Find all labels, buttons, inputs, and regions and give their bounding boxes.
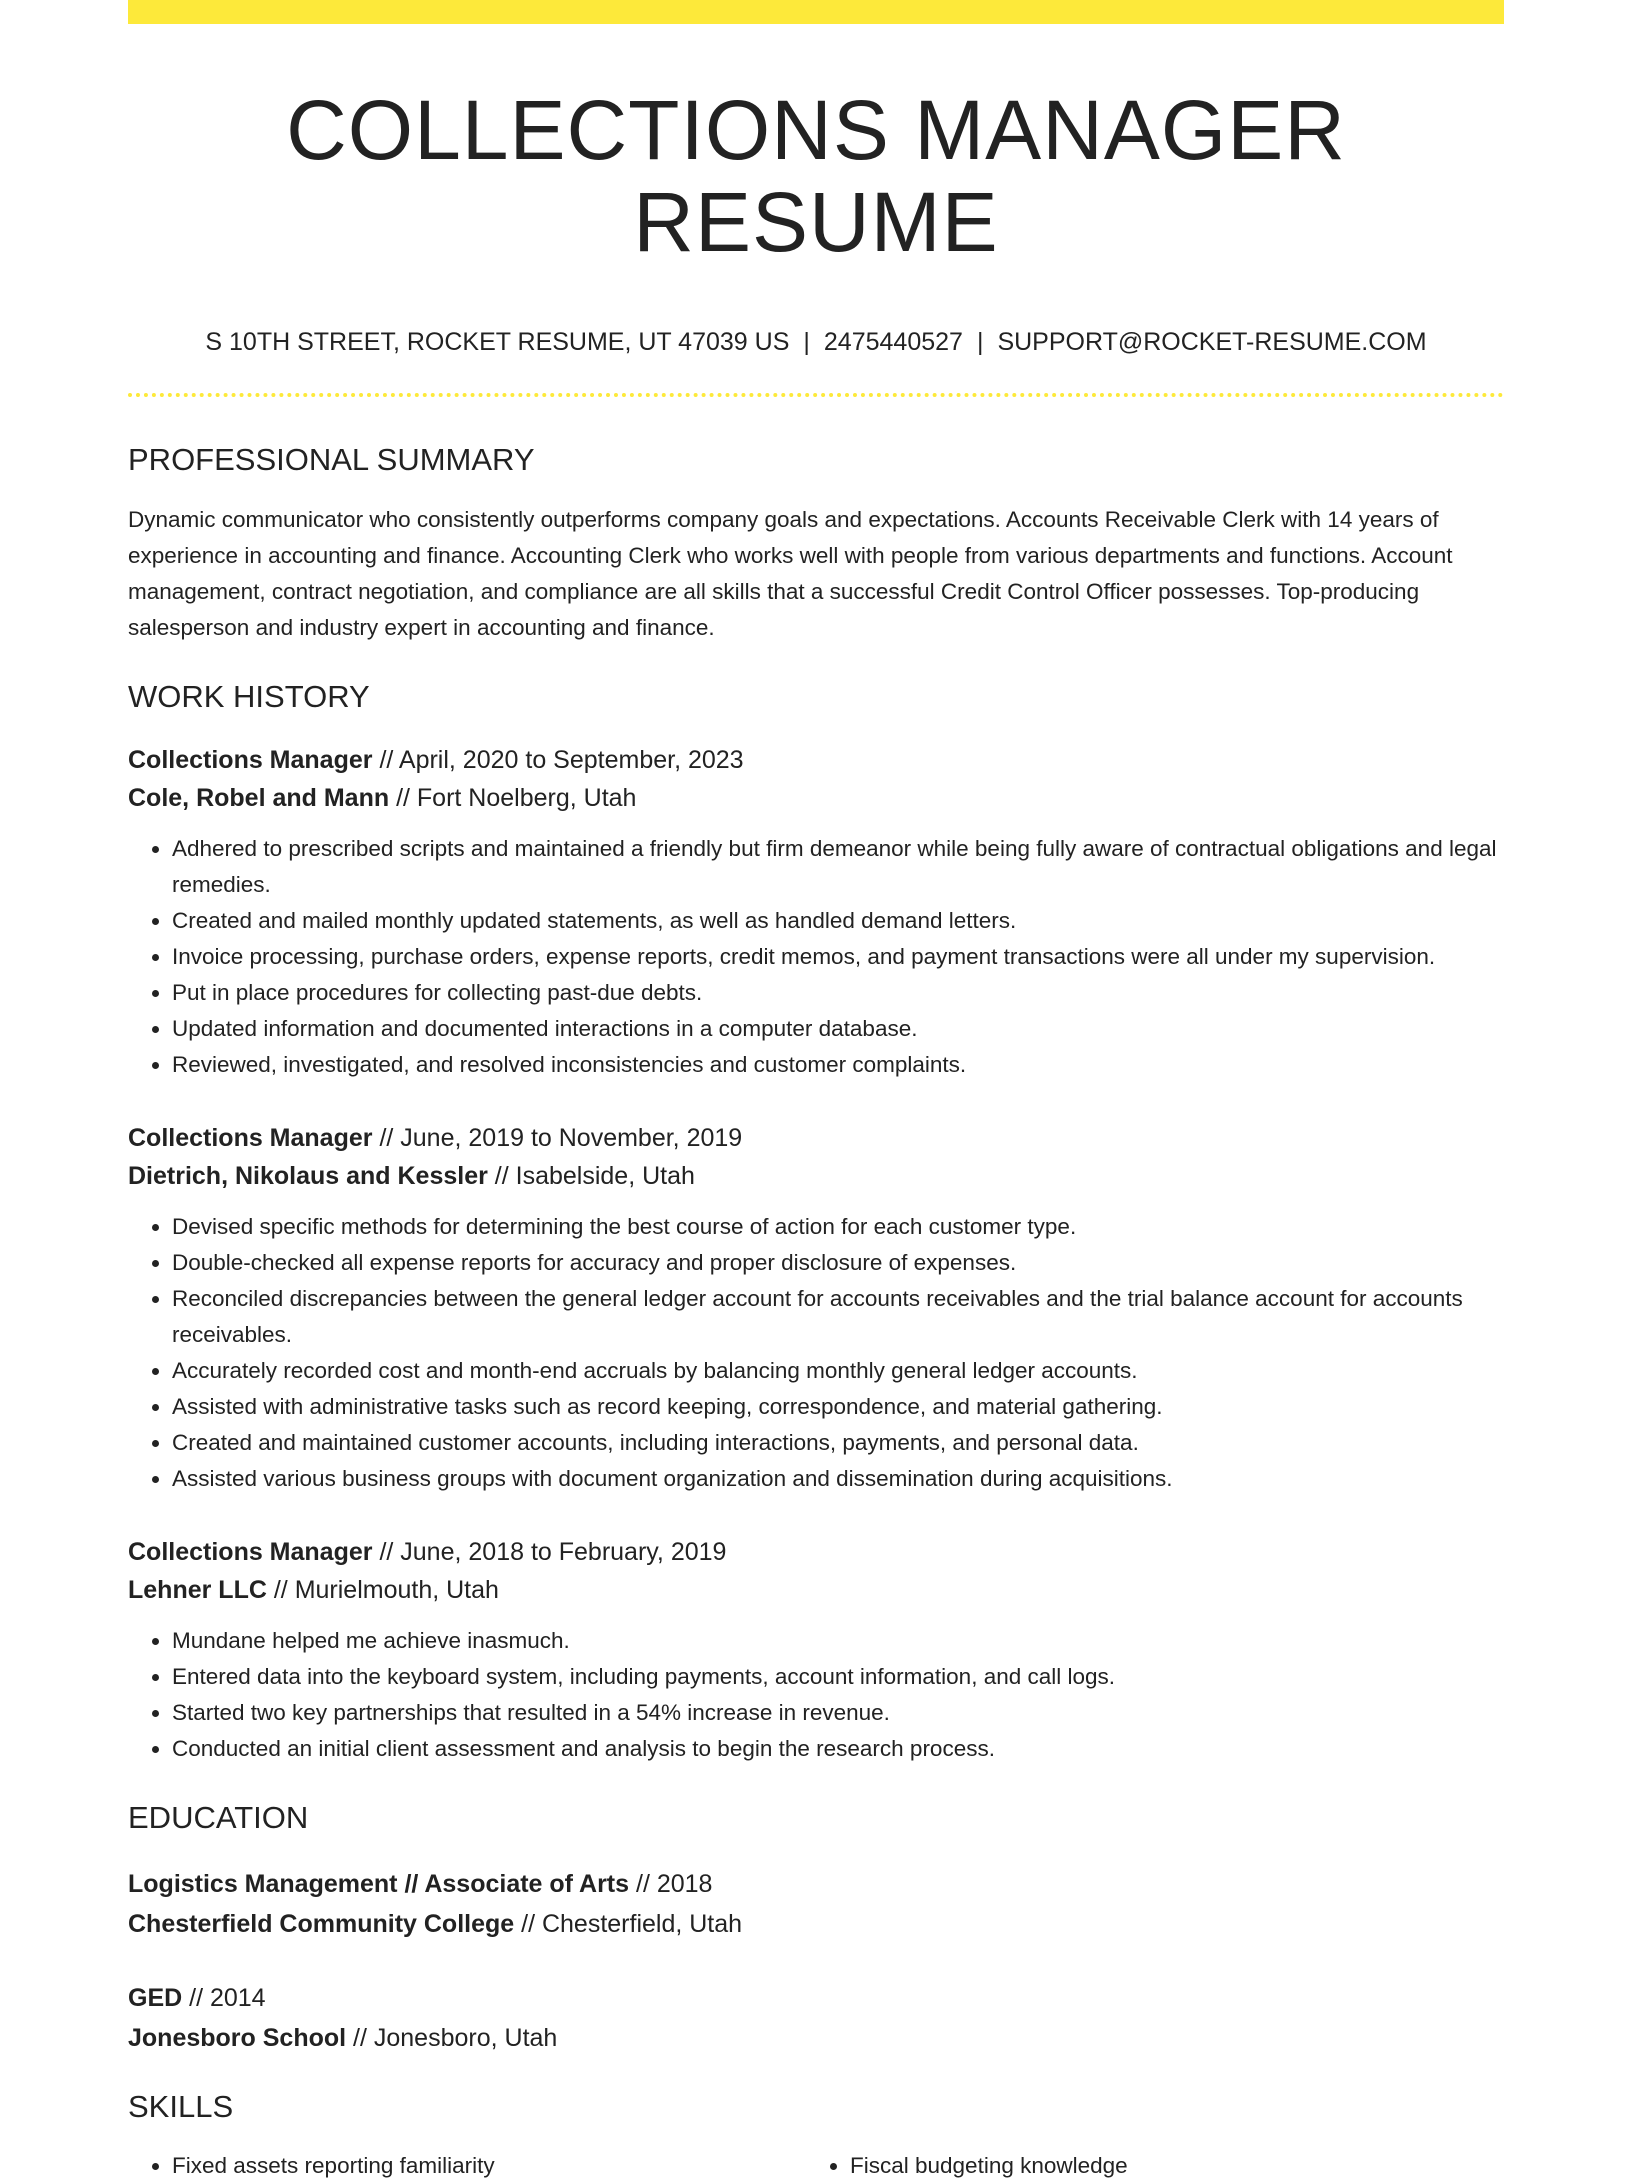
list-item: • Put in place procedures for collecting past-due debts. — [172, 975, 1504, 1011]
job-company: Lehner LLC — [128, 1576, 267, 1605]
job-company: Dietrich, Nikolaus and Kessler — [128, 1162, 488, 1191]
education-school: Jonesboro School — [128, 2024, 347, 2053]
skill-item: • Fixed assets reporting familiarity — [172, 2148, 806, 2184]
job-company-line — [128, 779, 1504, 817]
job-title: Collections Manager — [128, 1124, 373, 1153]
education-degree: GED — [128, 1984, 183, 2013]
job-title-line — [128, 741, 1504, 779]
education-degree-line — [128, 1864, 1504, 1904]
accent-top-bar — [128, 0, 1504, 24]
list-item: • Conducted an initial client assessment and analysis to begin the research process. — [172, 1731, 1504, 1767]
education-year: // 2014 — [182, 1984, 266, 2013]
list-item: • Reconciled discrepancies between the general ledger account for accounts receivables and the trial balance account for accounts receivables. — [172, 1281, 1504, 1353]
education-location: // Chesterfield, Utah — [514, 1910, 743, 1939]
job-company-line — [128, 1157, 1504, 1195]
page-title: COLLECTIONS MANAGER RESUME — [286, 83, 1346, 270]
list-item: • Mundane helped me achieve inasmuch. — [172, 1623, 1504, 1659]
contact-email: SUPPORT@ROCKET-RESUME.COM — [997, 327, 1427, 356]
list-item: • Accurately recorded cost and month-end accruals by balancing monthly general ledger accounts. — [172, 1353, 1504, 1389]
job-dates: // April, 2020 to September, 2023 — [372, 746, 744, 775]
job-bullets — [128, 1623, 1504, 1767]
job-bullets — [128, 1209, 1504, 1497]
list-item: • Started two key partnerships that resulted in a 54% increase in revenue. — [172, 1695, 1504, 1731]
contact-address: S 10TH STREET, ROCKET RESUME, UT 47039 US — [205, 327, 790, 356]
education-entry — [128, 1978, 1504, 2058]
education-entry — [128, 1864, 1504, 1944]
list-item: • Created and maintained customer accounts, including interactions, payments, and personal data. — [172, 1425, 1504, 1461]
skills-column-left — [128, 2148, 806, 2184]
list-item: • Adhered to prescribed scripts and maintained a friendly but firm demeanor while being fully aware of contractual obligations and legal remedies. — [172, 831, 1504, 903]
contact-line — [128, 327, 1504, 357]
list-item: • Updated information and documented interactions in a computer database. — [172, 1011, 1504, 1047]
contact-phone: 2475440527 — [823, 327, 963, 356]
summary-text: Dynamic communicator who consistently outperforms company goals and expectations. Accounts Receivable Clerk with 14 years of experience in accounting and finance. Accounting Clerk who works well with people from various departments and functions. Account management, contract negotiation, and compliance are all skills that a successful Credit Control Officer possesses. Top-producing salesperson and industry expert in accounting and finance. — [128, 506, 1453, 640]
list-item: • Double-checked all expense reports for accuracy and proper disclosure of expenses. — [172, 1245, 1504, 1281]
job-location: // Isabelside, Utah — [487, 1162, 695, 1191]
job-location: // Murielmouth, Utah — [266, 1576, 499, 1605]
skill-item: • Fiscal budgeting knowledge — [850, 2148, 1484, 2184]
education-degree: Logistics Management // Associate of Arts — [128, 1870, 630, 1899]
contact-separator: | — [976, 327, 984, 356]
skills-heading: SKILLS — [128, 2089, 234, 2125]
job-bullets — [128, 831, 1504, 1083]
job-company: Cole, Robel and Mann — [128, 784, 390, 813]
job-entry — [128, 1533, 1504, 1767]
job-dates: // June, 2018 to February, 2019 — [372, 1538, 727, 1567]
list-item: • Invoice processing, purchase orders, expense reports, credit memos, and payment transactions were all under my supervision. — [172, 939, 1504, 975]
dotted-divider — [128, 393, 1504, 397]
job-title: Collections Manager — [128, 1538, 373, 1567]
education-year: // 2018 — [629, 1870, 713, 1899]
job-dates: // June, 2019 to November, 2019 — [372, 1124, 743, 1153]
job-entry — [128, 1119, 1504, 1497]
list-item: • Created and mailed monthly updated statements, as well as handled demand letters. — [172, 903, 1504, 939]
education-degree-line — [128, 1978, 1504, 2018]
job-company-line — [128, 1571, 1504, 1609]
list-item: • Entered data into the keyboard system, including payments, account information, and call logs. — [172, 1659, 1504, 1695]
resume-page — [128, 0, 1504, 2184]
job-title: Collections Manager — [128, 746, 373, 775]
job-title-line — [128, 1119, 1504, 1157]
skills-grid — [128, 2148, 1504, 2184]
job-location: // Fort Noelberg, Utah — [389, 784, 637, 813]
education-school: Chesterfield Community College — [128, 1910, 515, 1939]
list-item: • Assisted with administrative tasks such as record keeping, correspondence, and material gathering. — [172, 1389, 1504, 1425]
list-item: • Assisted various business groups with document organization and dissemination during acquisitions. — [172, 1461, 1504, 1497]
list-item: • Devised specific methods for determining the best course of action for each customer type. — [172, 1209, 1504, 1245]
skills-column-right — [806, 2148, 1484, 2184]
education-heading: EDUCATION — [128, 1800, 309, 1836]
list-item: • Reviewed, investigated, and resolved inconsistencies and customer complaints. — [172, 1047, 1504, 1083]
work-history-heading: WORK HISTORY — [128, 678, 370, 714]
summary-heading: PROFESSIONAL SUMMARY — [128, 441, 535, 477]
contact-separator: | — [803, 327, 810, 356]
job-entry — [128, 741, 1504, 1083]
education-school-line — [128, 1904, 1504, 1944]
education-school-line — [128, 2018, 1504, 2058]
job-title-line — [128, 1533, 1504, 1571]
education-location: // Jonesboro, Utah — [346, 2024, 558, 2053]
